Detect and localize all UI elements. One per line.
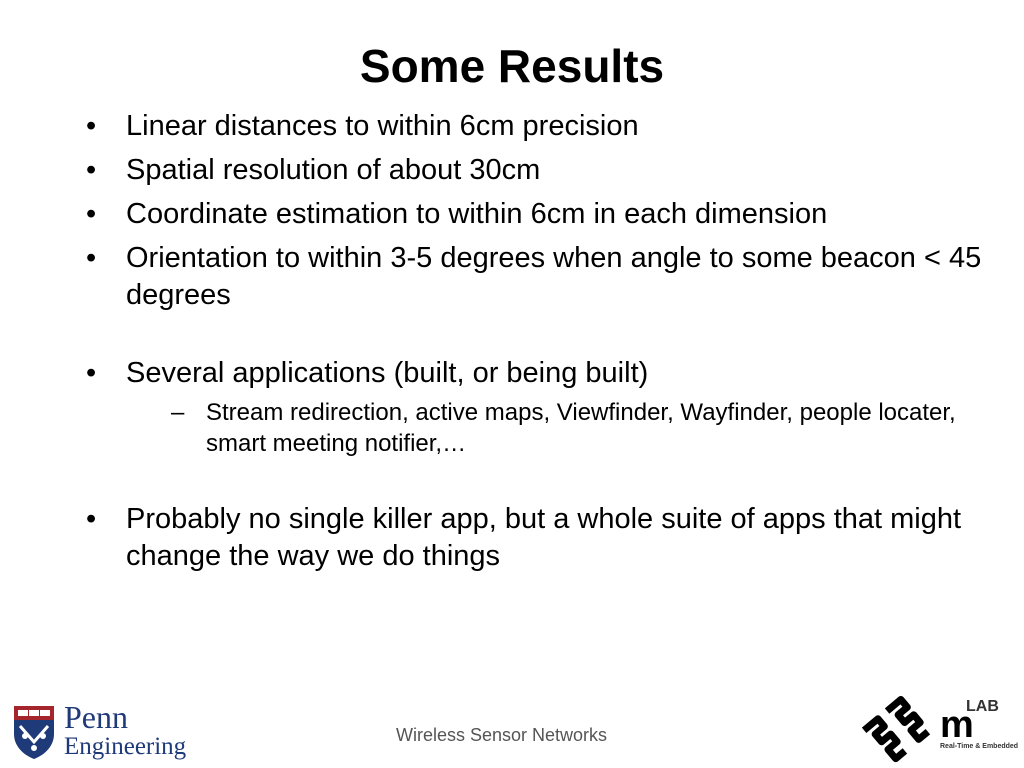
slide-title: Some Results <box>359 40 665 92</box>
bullet-text: Probably no single killer app, but a whole suite of apps that might change the way we do things <box>126 503 962 572</box>
bullet-marker: • <box>86 503 97 535</box>
mlab-tagline: Real-Time & Embedded <box>940 743 1019 750</box>
mlab-suffix: LAB <box>966 698 999 715</box>
bullet-text: Spatial resolution of about 30cm <box>126 154 541 186</box>
bullet-text: Orientation to within 3-5 degrees when angle to some beacon < 45 degrees <box>126 242 982 311</box>
bullet-text: Coordinate estimation to within 6cm in each dimension <box>126 198 828 230</box>
bullet-marker: • <box>86 154 97 186</box>
bullet-item <box>86 240 986 314</box>
engineering-word: Engineering <box>64 733 187 760</box>
bullet-marker: • <box>86 198 97 230</box>
penn-engineering-logo <box>12 699 187 764</box>
sub-bullet-text: Stream redirection, active maps, Viewfinder, Wayfinder, people locater, smart meeting notifier,… <box>206 399 956 457</box>
bullet-marker: • <box>86 110 97 142</box>
bullet-item <box>86 108 986 145</box>
mlab-letter: m <box>940 704 974 746</box>
bullet-text: Several applications (built, or being built) <box>126 357 649 389</box>
penn-shield-icon <box>12 704 56 760</box>
bullet-list <box>86 108 986 582</box>
bullet-marker: • <box>86 242 97 274</box>
bullet-item <box>86 355 986 392</box>
bullet-item <box>86 196 986 233</box>
bullet-text: Linear distances to within 6cm precision <box>126 110 639 142</box>
bullet-marker: • <box>86 357 97 389</box>
sub-bullet-item <box>171 397 986 459</box>
mlab-logo <box>860 696 1020 766</box>
bullet-item <box>86 152 986 189</box>
bullet-item <box>86 501 986 575</box>
footer-center-text: Wireless Sensor Networks <box>396 725 608 745</box>
penn-word: Penn <box>64 699 128 735</box>
mlab-emblem-icon <box>860 696 932 766</box>
sub-bullet-marker: – <box>171 399 185 426</box>
